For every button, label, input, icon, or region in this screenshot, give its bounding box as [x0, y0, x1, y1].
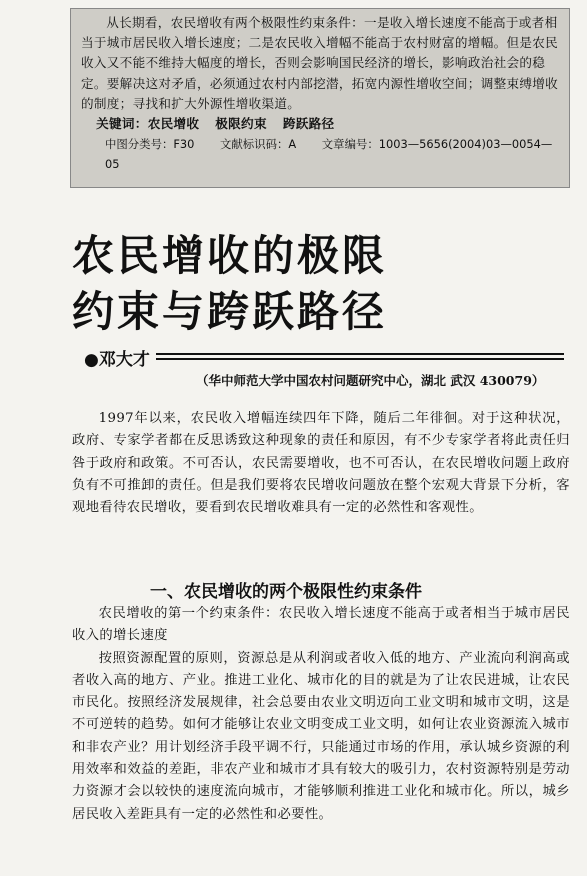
author-name: ●邓大才 [84, 350, 150, 370]
author-row [84, 345, 564, 369]
title-line-2: 约束与跨跃路径 [72, 287, 388, 336]
section-body [72, 603, 570, 826]
divider [156, 358, 564, 360]
abstract-text: 从长期看，农民增收有两个极限性约束条件：一是收入增长速度不能高于或者相当于城市居民收入增长速度；二是农民收入增幅不能高于农村财富的增幅。但是农民收入又不能不维持大幅度的增长，否则会影响国民经济的增长，影响政治社会的稳定。要解决这对矛盾，必须通过农村内部挖潜，拓宽内源性增收空间；调整束缚增收的制度；寻找和扩大外源性增收渠道。 [81, 15, 559, 111]
intro-section [72, 408, 570, 519]
classification-line [81, 134, 561, 174]
author-affiliation: （华中师范大学中国农村问题研究中心，湖北 武汉 430079） [196, 373, 545, 388]
keywords-line [81, 114, 561, 134]
keywords-label: 关键词： [96, 116, 148, 132]
abstract-box [70, 8, 570, 188]
section-heading: 一、农民增收的两个极限性约束条件 [150, 582, 422, 602]
keyword: 农民增收 [147, 116, 200, 132]
section-paragraph: 农民增收的第一个约束条件：农民收入增长速度不能高于或者相当于城市居民收入的增长速度 [72, 606, 570, 644]
article-number: 文章编号：1003—5656(2004)03—0054—05 [105, 137, 553, 172]
article-title [72, 228, 387, 340]
section-paragraph: 按照资源配置的原则，资源总是从利润或者收入低的地方、产业流向利润高或者收入高的地方、产业。推进工业化、城市化的目的就是为了让农民进城，让农民市民化。按照经济发展规律，社会总要由农业文明迈向工业文明和城市文明，这是不可逆转的趋势。如何才能够让农业文明变成工业文明，如何让农业资源流入城市和非农产业？用计划经济手段平调不行，只能通过市场的作用，承认城乡资源的利用效率和效益的差距，非农产业和城市才具有较大的吸引力，农村资源特别是劳动力资源才会以较快的速度流向城市，才能够顺利推进工业化和城市化。所以，城乡居民收入差距具有一定的必然性和必要性。 [72, 650, 570, 822]
classification-number: 中图分类号：F30 [105, 137, 195, 152]
document-code: 文献标识码：A [220, 137, 297, 152]
keyword: 极限约束 [215, 116, 267, 132]
keyword: 跨跃路径 [282, 116, 335, 132]
intro-paragraph: 1997年以来，农民收入增幅连续四年下降，随后二年徘徊。对于这种状况，政府、专家学者都在反思诱致这种现象的责任和原因，有不少专家学者将此责任归咎于政府和政策。不可否认，农民需要增收，也不可否认，在农民增收问题上政府负有不可推卸的责任。但是我们要将农民增收问题放在整个宏观大背景下分析，客观地看待农民增收，要看到农民增收难具有一定的必然性和客观性。 [72, 411, 570, 516]
divider [156, 353, 564, 355]
title-line-1: 农民增收的极限 [72, 231, 388, 280]
